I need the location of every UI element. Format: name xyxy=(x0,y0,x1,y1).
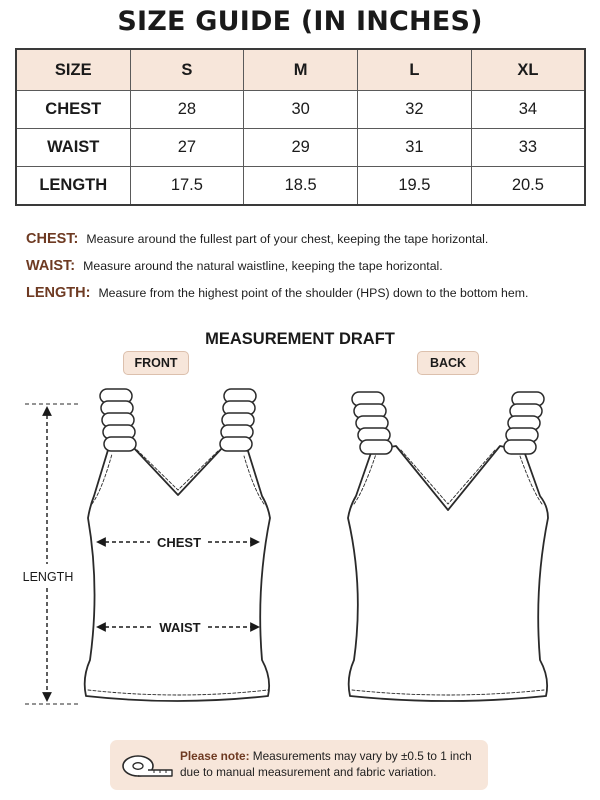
back-left-strap xyxy=(352,392,392,454)
table-cell: 20.5 xyxy=(471,166,585,205)
table-cell: 17.5 xyxy=(130,166,244,205)
column-header: M xyxy=(244,49,358,91)
definition-term: CHEST: xyxy=(26,231,79,247)
definition-term: LENGTH: xyxy=(26,285,91,301)
table-cell: 30 xyxy=(244,91,358,129)
table-cell: 34 xyxy=(471,91,585,129)
row-label: WAIST xyxy=(16,128,130,166)
row-label: CHEST xyxy=(16,91,130,129)
draft-title: MEASUREMENT DRAFT xyxy=(205,330,395,348)
back-tank-top xyxy=(348,392,548,701)
table-cell: 31 xyxy=(358,128,472,166)
table-cell: 28 xyxy=(130,91,244,129)
waist-label: WAIST xyxy=(159,620,201,635)
definition-length xyxy=(26,285,586,312)
note-title: Please note: xyxy=(180,749,250,763)
table-row xyxy=(16,128,585,166)
measuring-tape-icon xyxy=(118,750,176,782)
front-view-label: FRONT xyxy=(123,351,189,375)
table-row xyxy=(16,91,585,129)
note-box xyxy=(110,740,488,790)
note-text-block xyxy=(180,748,480,780)
chest-label: CHEST xyxy=(156,535,202,550)
length-indicator xyxy=(23,404,80,704)
definition-waist xyxy=(26,258,586,285)
table-cell: 32 xyxy=(358,91,472,129)
table-cell: 18.5 xyxy=(244,166,358,205)
front-right-strap xyxy=(220,389,256,451)
definition-text: Measure around the fullest part of your chest, keeping the tape horizontal. xyxy=(86,232,489,246)
definition-term: WAIST: xyxy=(26,258,76,274)
front-left-strap xyxy=(100,389,136,451)
back-right-strap xyxy=(504,392,544,454)
column-header: SIZE xyxy=(16,49,130,91)
column-header: S xyxy=(130,49,244,91)
definition-text: Measure around the natural waistline, keeping the tape horizontal. xyxy=(83,259,443,273)
length-label: LENGTH xyxy=(22,570,74,584)
table-header-row xyxy=(16,49,585,91)
column-header: XL xyxy=(471,49,585,91)
page-title: SIZE GUIDE (IN INCHES) xyxy=(117,6,483,37)
row-label: LENGTH xyxy=(16,166,130,205)
definition-chest xyxy=(26,231,586,258)
measurement-definitions xyxy=(26,231,586,312)
measurement-draft-illustration xyxy=(0,378,600,713)
table-cell: 19.5 xyxy=(358,166,472,205)
column-header: L xyxy=(358,49,472,91)
size-chart-table xyxy=(15,48,586,206)
table-cell: 33 xyxy=(471,128,585,166)
table-cell: 29 xyxy=(244,128,358,166)
table-row xyxy=(16,166,585,205)
definition-text: Measure from the highest point of the shoulder (HPS) down to the bottom hem. xyxy=(98,286,529,300)
back-view-label: BACK xyxy=(417,351,479,375)
table-cell: 27 xyxy=(130,128,244,166)
note-body: Measurements may vary by ±0.5 to 1 inch due to manual measurement and fabric variation. xyxy=(180,749,472,779)
